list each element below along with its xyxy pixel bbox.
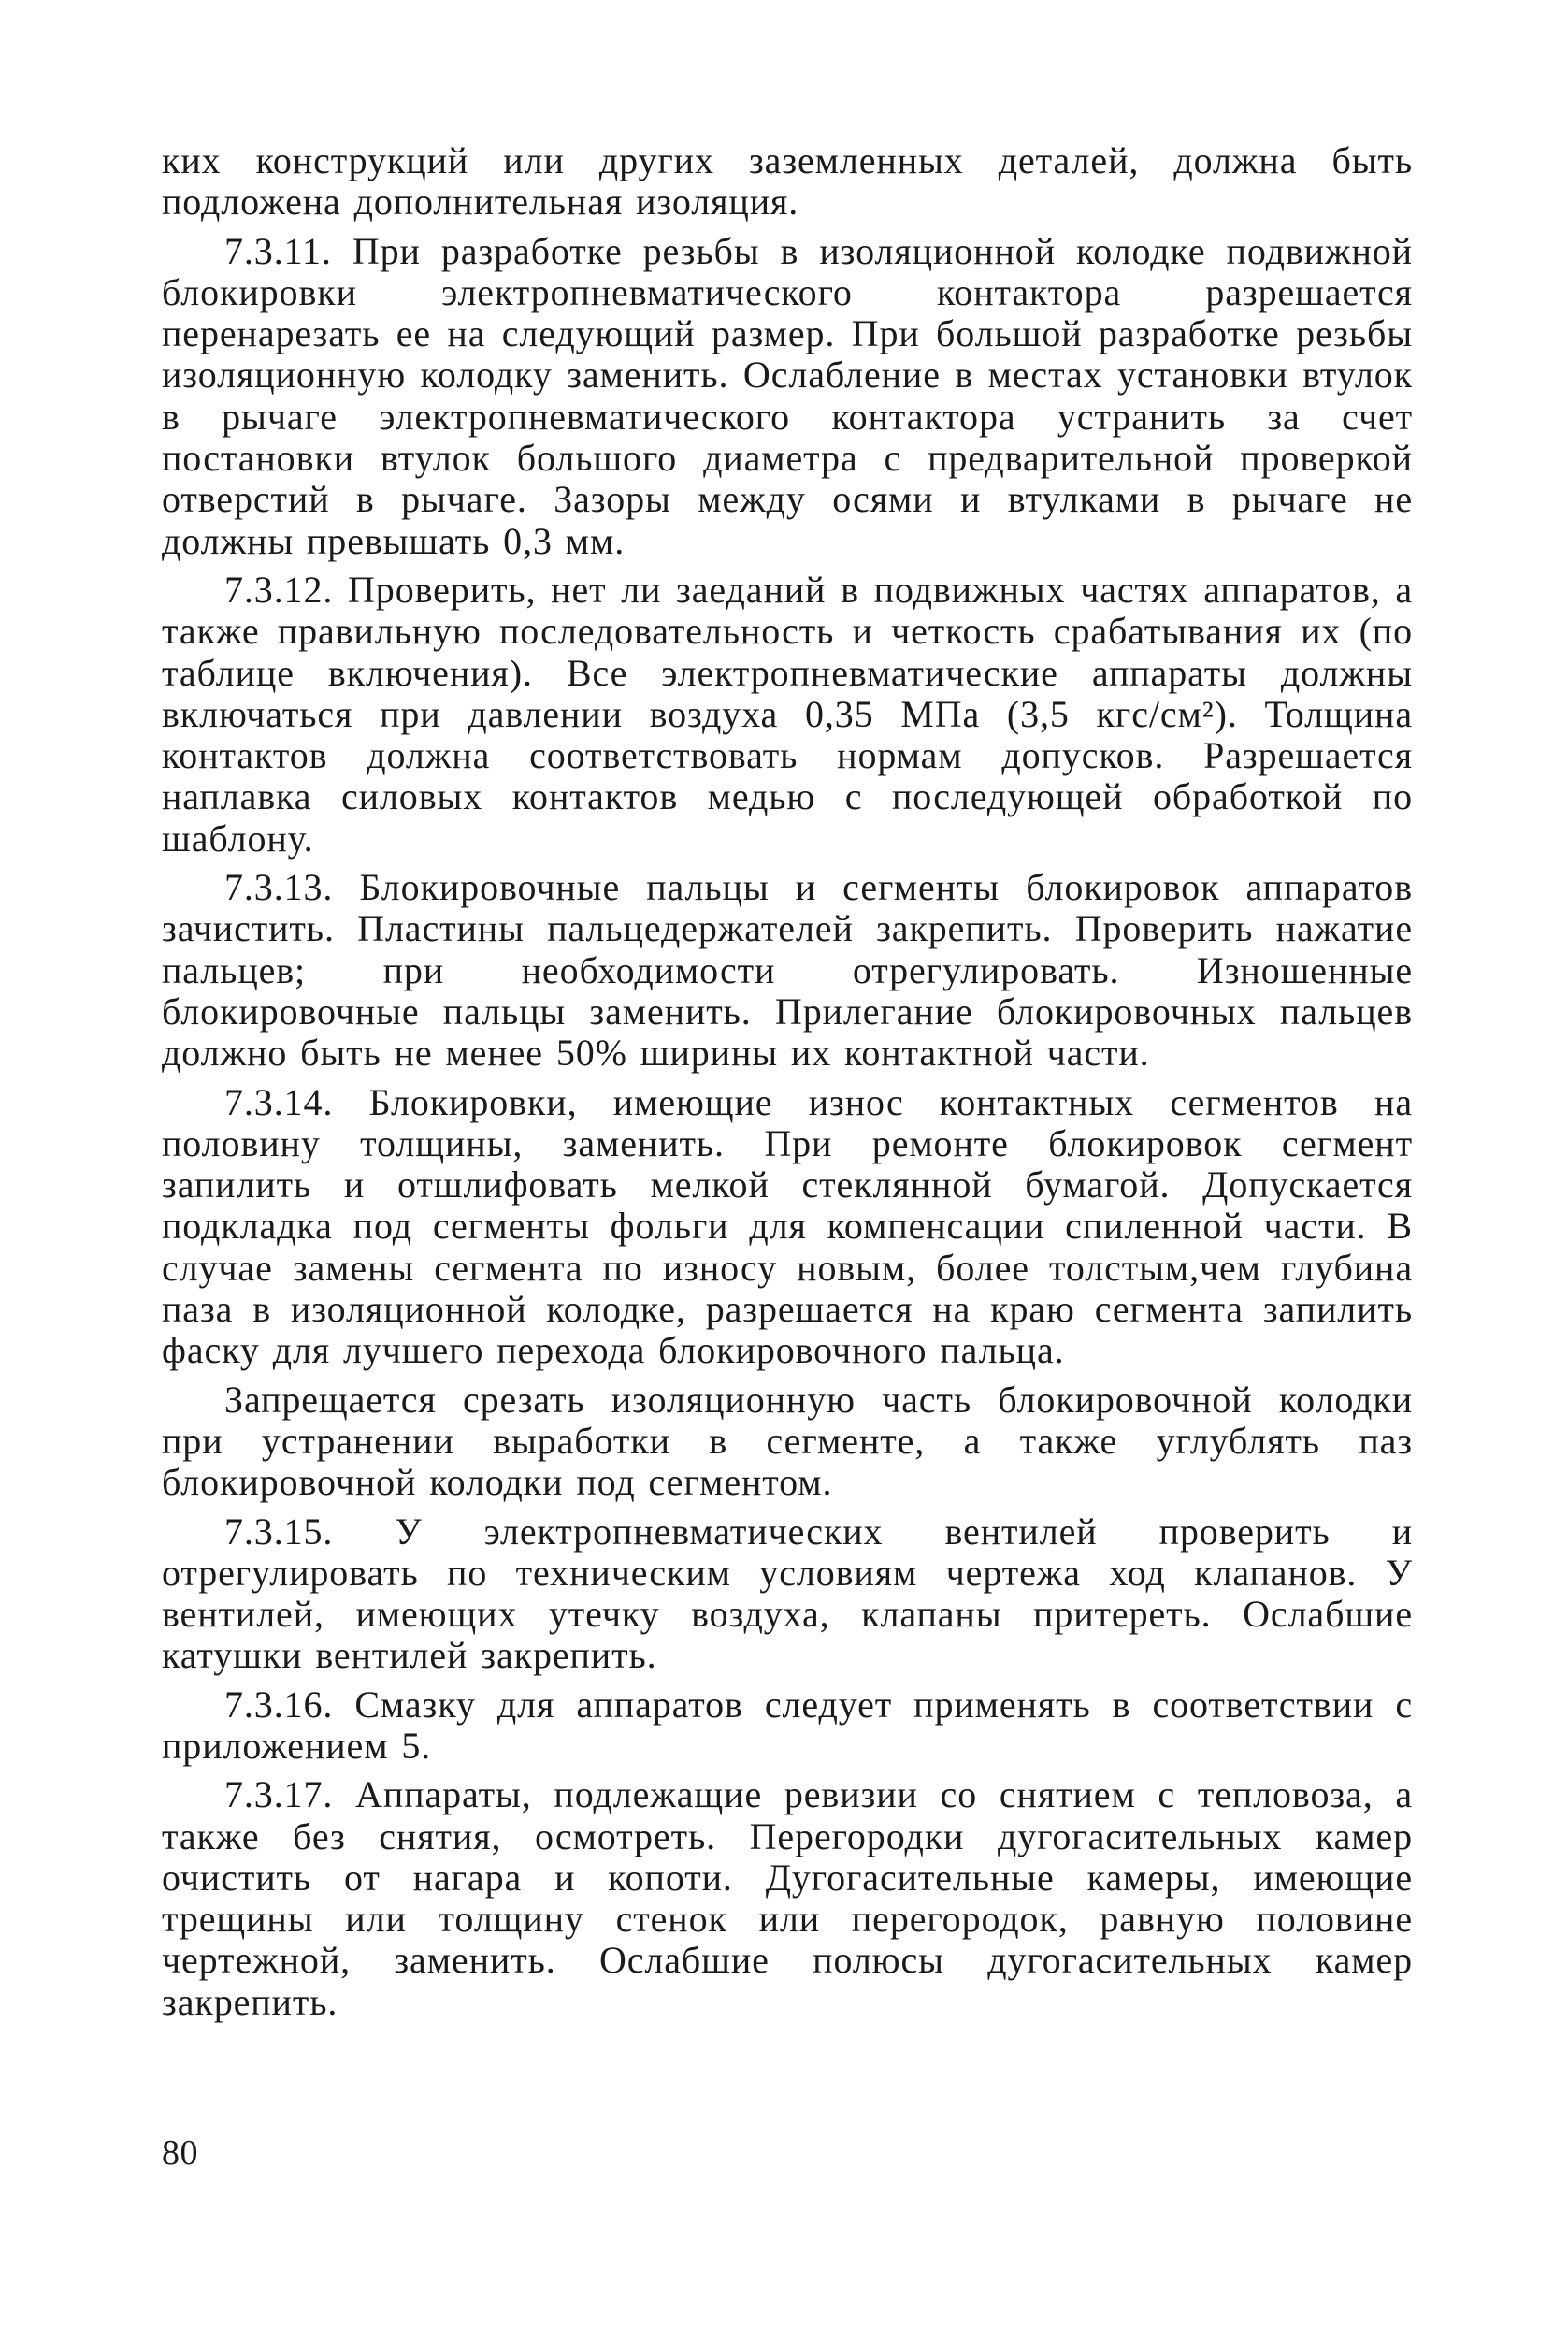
paragraph-7-3-13: 7.3.13. Блокировочные пальцы и сегменты блокировок аппаратов зачистить. Пластины пальцедержателей закрепить. Проверить нажатие пальцев; при необходимости отрегулировать. Изношенные блокировочные пальцы заменить. Прилегание блокировочных пальцев должно быть не менее 50% ширины их контактной части.	[162, 866, 1413, 1075]
paragraph-continuation: ких конструкций или других заземленных деталей, должна быть подложена дополнительная изоляция.	[162, 139, 1413, 224]
paragraph-7-3-14: 7.3.14. Блокировки, имеющие износ контактных сегментов на половину толщины, заменить. При ремонте блокировок сегмент запилить и отшлифовать мелкой стеклянной бумагой. Допускается подкладка под сегменты фольги для компенсации спиленной части. В случае замены сегмента по износу новым, более толстым,чем глубина паза в изоляционной колодке, разрешается на краю сегмента запилить фаску для лучшего перехода блокировочного пальца.	[162, 1080, 1413, 1372]
body-text	[162, 140, 1413, 2023]
paragraph-prohibition: Запрещается срезать изоляционную часть блокировочной колодки при устранении выработки в сегменте, а также углублять паз блокировочной колодки под сегментом.	[162, 1378, 1413, 1504]
page-number: 80	[162, 2133, 198, 2173]
paragraph-7-3-11: 7.3.11. При разработке резьбы в изоляционной колодке подвижной блокировки электропневматического контактора разрешается перенарезать ее на следующий размер. При большой разработке резьбы изоляционную колодку заменить. Ослабление в местах установки втулок в рычаге электропневматического контактора устранить за счет постановки втулок большого диаметра с предварительной проверкой отверстий в рычаге. Зазоры между осями и втулками в рычаге не должны превышать 0,3 мм.	[162, 229, 1413, 562]
paragraph-7-3-12: 7.3.12. Проверить, нет ли заеданий в подвижных частях аппаратов, а также правильную последовательность и четкость срабатывания их (по таблице включения). Все электропневматические аппараты должны включаться при давлении воздуха 0,35 МПа (3,5 кгс/см²). Толщина контактов должна соответствовать нормам допусков. Разрешается наплавка силовых контактов медью с последующей обработкой по шаблону.	[162, 568, 1413, 860]
paragraph-7-3-17: 7.3.17. Аппараты, подлежащие ревизии со снятием с тепловоза, а также без снятия, осмотреть. Перегородки дугогасительных камер очистить от нагара и копоти. Дугогасительные камеры, имеющие трещины или толщину стенок или перегородок, равную половине чертежной, заменить. Ослабшие полюсы дугогасительных камер закрепить.	[162, 1773, 1413, 2023]
paragraph-7-3-16: 7.3.16. Смазку для аппаратов следует применять в соответствии с приложением 5.	[162, 1683, 1413, 1767]
paragraph-7-3-15: 7.3.15. У электропневматических вентилей проверить и отрегулировать по техническим условиям чертежа ход клапанов. У вентилей, имеющих утечку воздуха, клапаны притереть. Ослабшие катушки вентилей закрепить.	[162, 1510, 1413, 1677]
